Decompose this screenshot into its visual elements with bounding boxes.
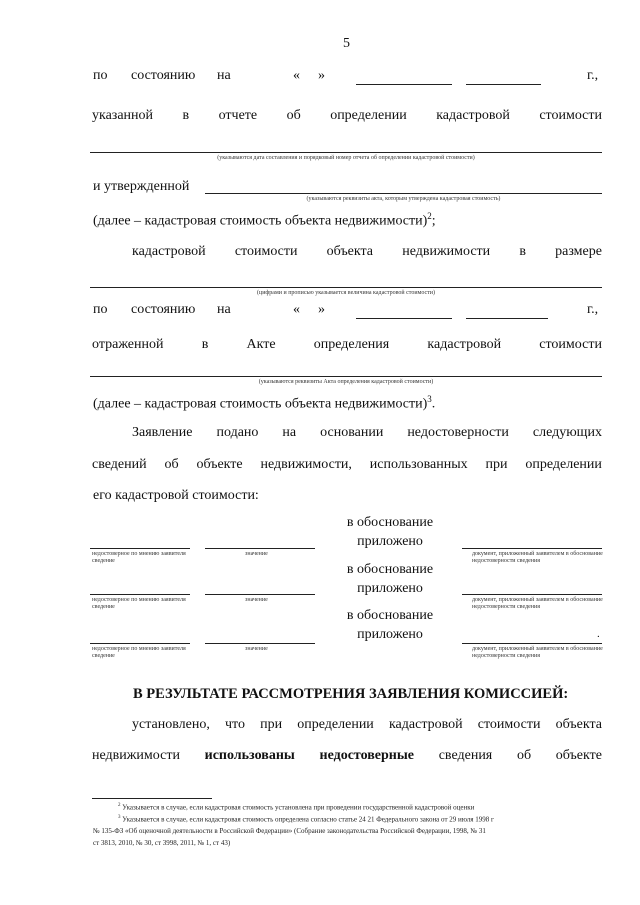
justification-line-2: приложено <box>357 627 423 642</box>
footnote-ref-3: 3 <box>427 394 432 404</box>
word: недостоверности <box>407 425 509 440</box>
footnote-text: Указывается в случае, если кадастровая стоимость установлена при проведении государственной кадастровой оценки <box>122 803 475 812</box>
document-hint: документ, приложенный заявителем в обоснование недостоверности сведения <box>472 646 603 659</box>
word: объекта <box>326 244 374 259</box>
unreliable-info-line[interactable] <box>90 594 190 595</box>
act-line <box>92 337 602 353</box>
footnote-3-cont-1: № 135-ФЗ «Об оценочной деятельности в Российской Федерации» (Собрание законодательства Российской Федерации, 1998, № 31 <box>93 827 486 835</box>
value-amount-line[interactable] <box>90 287 602 288</box>
word: об <box>286 108 301 123</box>
hereinafter-2-end: . <box>431 396 436 412</box>
word: кадастровой <box>427 337 502 352</box>
value-line-field[interactable] <box>205 548 315 549</box>
justification-line-2: приложено <box>357 534 423 549</box>
result-heading: В РЕЗУЛЬТАТЕ РАССМОТРЕНИЯ ЗАЯВЛЕНИЯ КОМИССИЕЙ: <box>133 686 569 702</box>
footnote-3 <box>118 815 494 823</box>
word: объекте <box>555 748 602 763</box>
word: при <box>260 717 283 732</box>
word: определении <box>525 457 602 472</box>
hereinafter-1-end: ; <box>431 213 436 229</box>
word: использованных <box>369 457 468 472</box>
date-year-line[interactable] <box>466 84 541 85</box>
word: недвижимости, <box>260 457 352 472</box>
as-of-word-2: состоянию <box>131 68 196 83</box>
footnote-2 <box>118 803 474 811</box>
justification-text <box>330 560 450 598</box>
statement-line-3: его кадастровой стоимости: <box>93 488 259 503</box>
unreliable-info-hint: недостоверное по мнению заявителя сведение <box>92 597 186 610</box>
word: подано <box>216 425 259 440</box>
value-amount-hint: (цифрами и прописью указывается величина кадастровой стоимости) <box>257 290 435 296</box>
value-hint: значение <box>245 551 268 557</box>
value-line-field[interactable] <box>205 594 315 595</box>
page-number: 5 <box>343 36 350 51</box>
hereinafter-2-text: (далее – кадастровая стоимость объекта недвижимости) <box>93 396 428 412</box>
date-month-line[interactable] <box>356 84 452 85</box>
as-of-word-3: на <box>217 68 231 83</box>
justification-text <box>330 513 450 551</box>
footnote-3-cont-2: ст 3813, 2010, № 30, ст 3998, 2011, № 1, ст 43) <box>93 839 231 847</box>
approval-act-hint: (указываются реквизиты акта, которым утверждена кадастровая стоимость) <box>306 196 501 202</box>
word: сведения <box>438 748 493 763</box>
date-quote-close-2: » <box>318 302 325 317</box>
word: в <box>201 337 209 352</box>
unreliable-info-line[interactable] <box>90 548 190 549</box>
footnote-mark: 2 <box>118 803 121 808</box>
report-details-line[interactable] <box>90 152 602 153</box>
date-year-line-2[interactable] <box>466 318 548 319</box>
justification-line-2: приложено <box>357 581 423 596</box>
word: кадастровой <box>436 108 510 123</box>
word: на <box>282 425 297 440</box>
established-line-2 <box>92 748 602 764</box>
footnote-separator <box>92 798 212 799</box>
as-of-word-1b: по <box>93 302 108 317</box>
act-details-line[interactable] <box>90 376 602 377</box>
justification-text <box>330 606 450 644</box>
footnote-text: Указывается в случае, если кадастровая стоимость определена согласно статье 24 21 Федерального закона от 29 июля 1998 г <box>122 815 494 824</box>
act-details-hint: (указываются реквизиты Акта определения кадастровой стоимости) <box>258 379 434 385</box>
hereinafter-2 <box>93 394 435 413</box>
word: об <box>164 457 179 472</box>
established-line-1 <box>132 717 602 733</box>
word: стоимости <box>234 244 298 259</box>
value-line-field[interactable] <box>205 643 315 644</box>
word: в <box>519 244 526 259</box>
word: основании <box>320 425 384 440</box>
as-of-word-3b: на <box>217 302 231 317</box>
date-month-line-2[interactable] <box>356 318 452 319</box>
word: об <box>516 748 532 763</box>
document-line[interactable] <box>462 594 602 595</box>
justification-line-1: в обоснование <box>346 515 434 530</box>
value-line <box>132 244 602 260</box>
as-of-word-2b: состоянию <box>131 302 196 317</box>
document-line[interactable] <box>462 643 602 644</box>
word: Заявление <box>132 425 193 440</box>
word: Акте <box>246 337 276 352</box>
year-suffix: г., <box>587 68 599 83</box>
word: установлено, <box>132 717 210 732</box>
word: отраженной <box>92 337 164 352</box>
document-line[interactable] <box>462 548 602 549</box>
value-hint: значение <box>245 646 268 652</box>
report-line <box>92 108 602 124</box>
word: следующих <box>532 425 602 440</box>
word: стоимости <box>477 717 541 732</box>
report-details-hint: (указываются дата составления и порядковый номер отчета об определении кадастровой стоимости) <box>217 155 475 161</box>
word: отчете <box>218 108 258 123</box>
hereinafter-1 <box>93 211 436 230</box>
word: объекте <box>196 457 243 472</box>
date-quote-open-2: « <box>293 302 300 317</box>
word: определения <box>313 337 390 352</box>
document-hint: документ, приложенный заявителем в обоснование недостоверности сведения <box>472 597 603 610</box>
word-bold: использованы <box>204 748 295 763</box>
word-bold: недостоверные <box>319 748 415 763</box>
justification-line-1: в обоснование <box>346 562 434 577</box>
word: определении <box>330 108 407 123</box>
value-hint: значение <box>245 597 268 603</box>
word: в <box>182 108 190 123</box>
word: размере <box>555 244 602 259</box>
word: объекта <box>555 717 602 732</box>
unreliable-info-hint: недостоверное по мнению заявителя сведение <box>92 551 186 564</box>
statement-line-1 <box>132 425 602 441</box>
date-quote-close: » <box>318 68 325 83</box>
word: кадастровой <box>132 244 206 259</box>
unreliable-info-line[interactable] <box>90 643 190 644</box>
word: сведений <box>92 457 147 472</box>
word: недвижимости <box>402 244 491 259</box>
word: что <box>224 717 245 732</box>
date-quote-open: « <box>293 68 300 83</box>
approved-label: и утвержденной <box>93 179 190 194</box>
word: при <box>485 457 508 472</box>
unreliable-info-hint: недостоверное по мнению заявителя сведение <box>92 646 186 659</box>
footnote-mark: 3 <box>118 815 121 820</box>
word: определении <box>297 717 374 732</box>
year-suffix-2: г., <box>587 302 599 317</box>
word: недвижимости <box>92 748 180 763</box>
justification-line-1: в обоснование <box>346 608 434 623</box>
as-of-word-1: по <box>93 68 108 83</box>
word: стоимости <box>539 337 602 352</box>
word: кадастровой <box>388 717 463 732</box>
document-hint: документ, приложенный заявителем в обоснование недостоверности сведения <box>472 551 603 564</box>
hereinafter-1-text: (далее – кадастровая стоимость объекта недвижимости) <box>93 213 428 229</box>
word: указанной <box>92 108 154 123</box>
footnote-ref-2: 2 <box>427 211 432 221</box>
trailing-period: . <box>597 628 600 640</box>
statement-line-2 <box>92 457 602 473</box>
word: стоимости <box>539 108 602 123</box>
approval-act-line[interactable] <box>205 193 602 194</box>
